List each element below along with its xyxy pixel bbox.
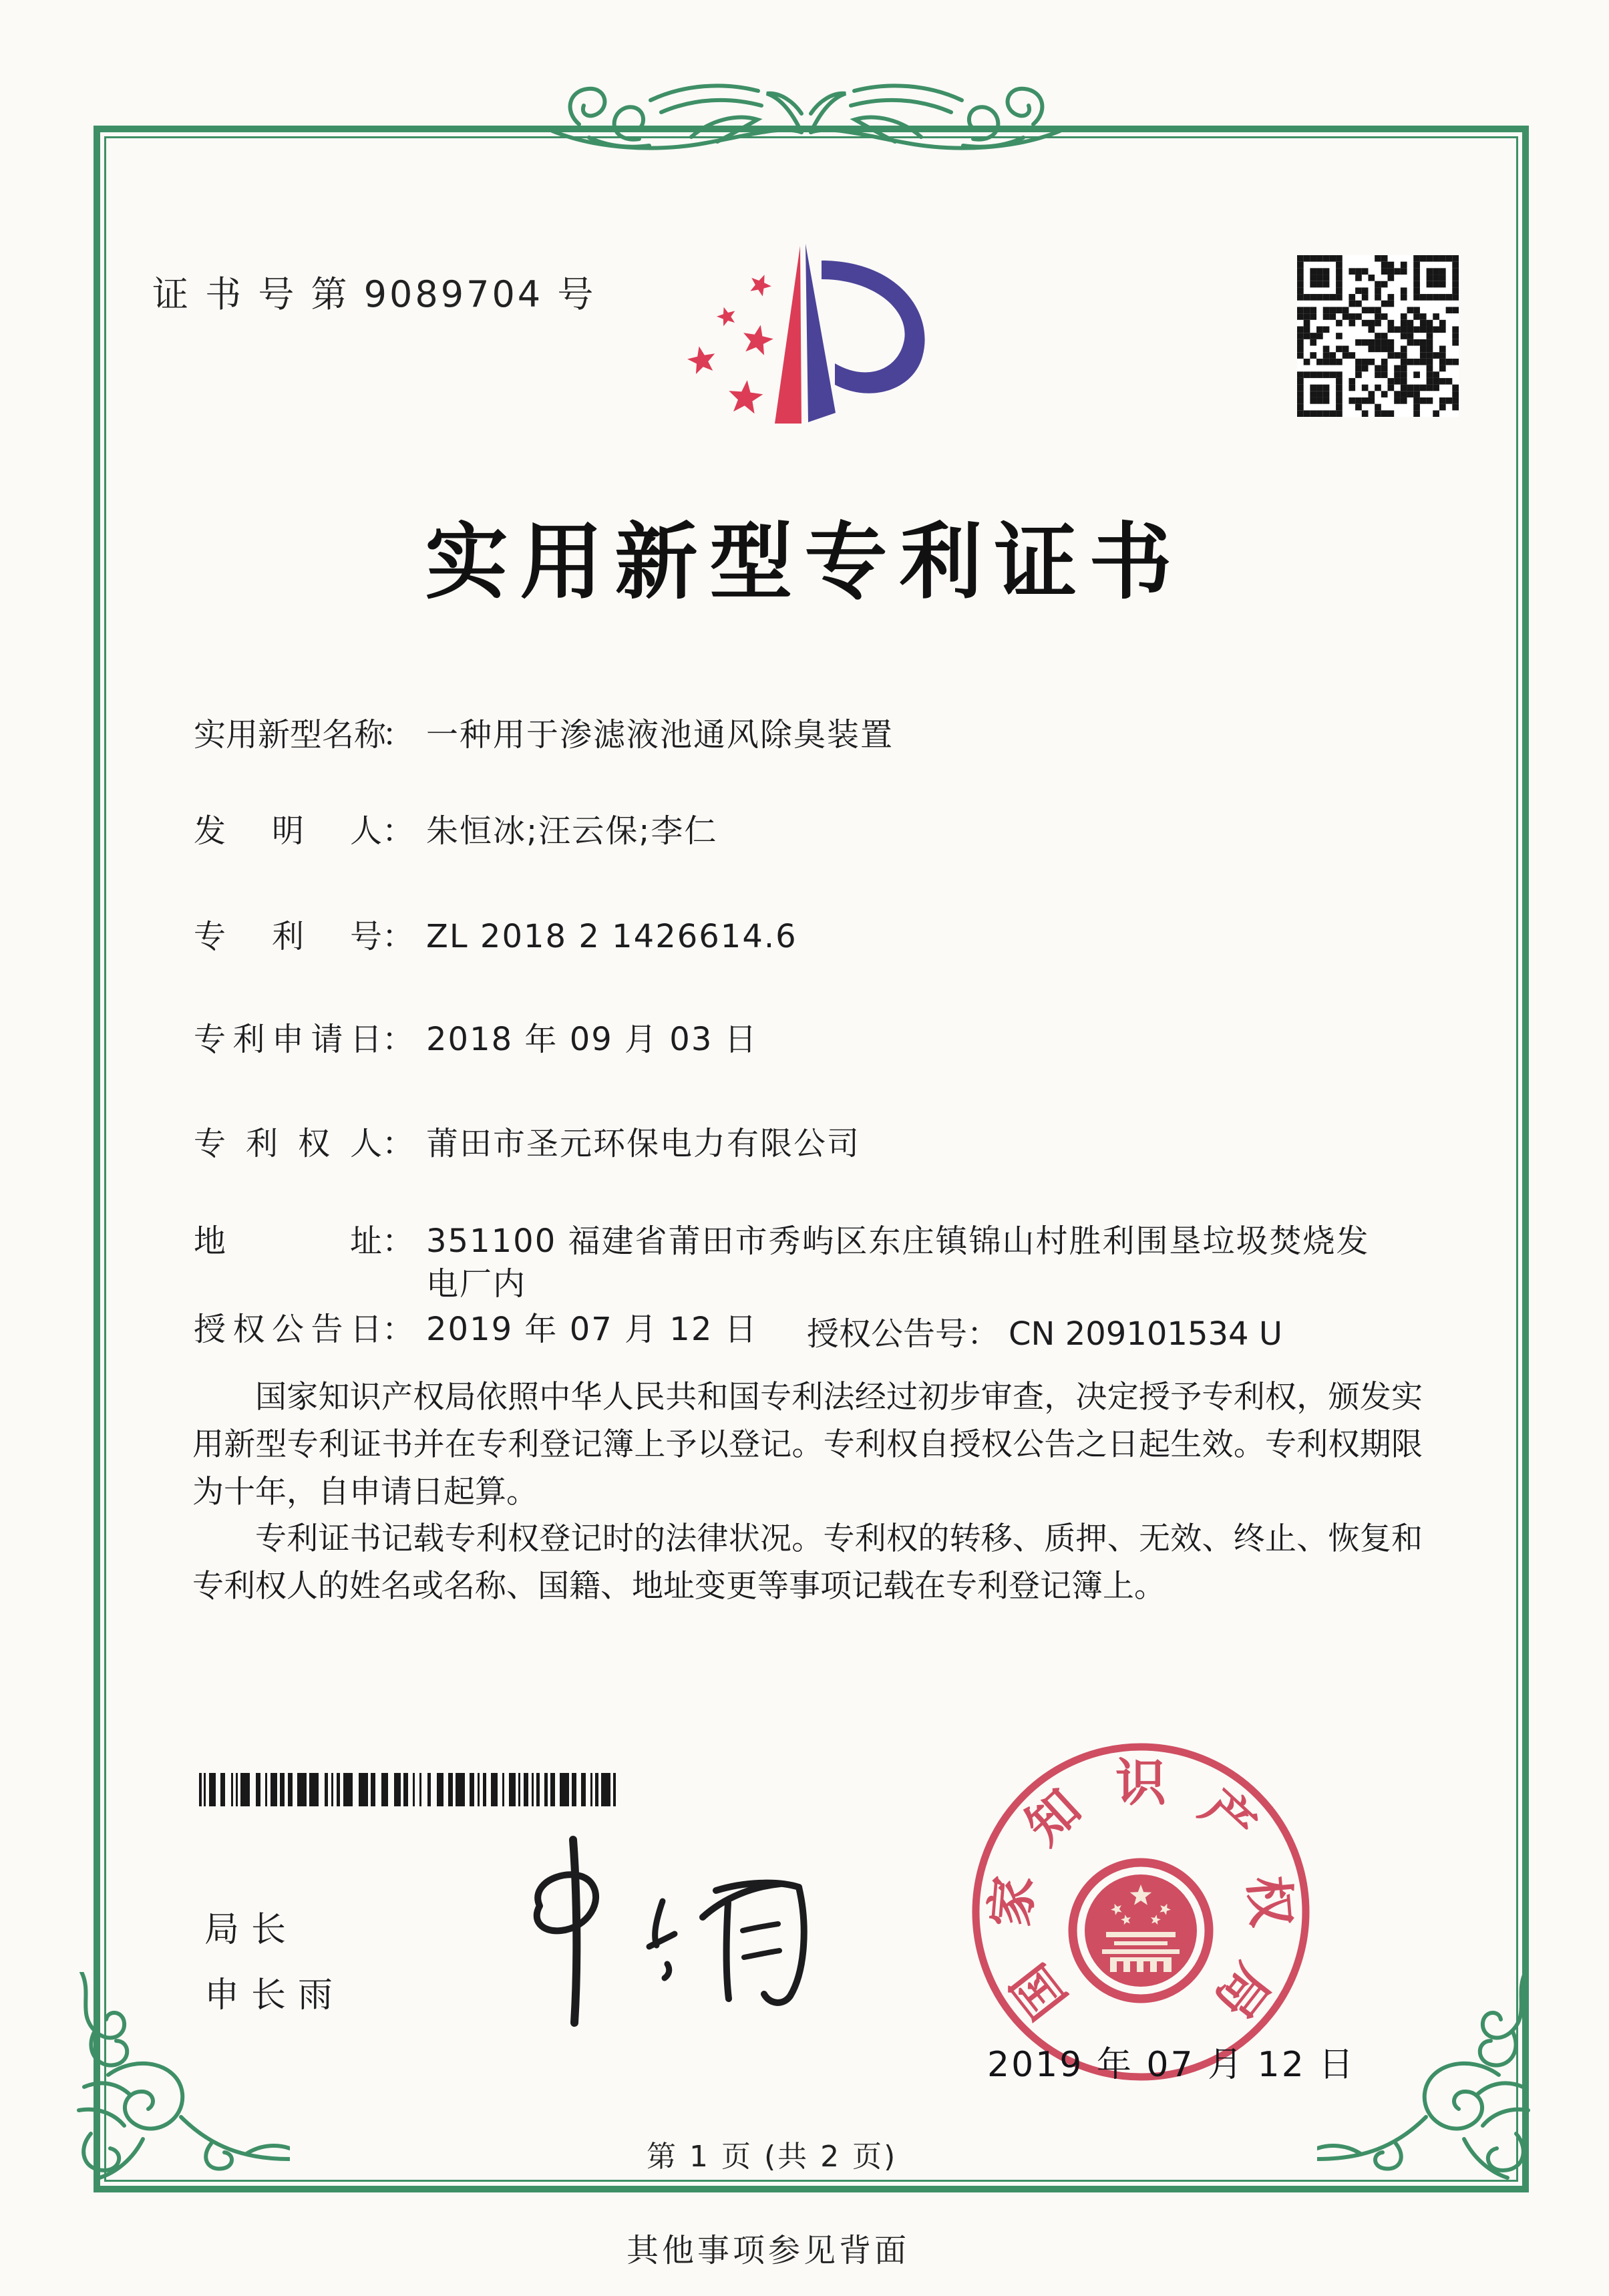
field-row-patent-number xyxy=(194,915,1429,958)
field-row-filing-date xyxy=(194,1018,1429,1061)
cnipa-round-seal xyxy=(966,1737,1316,2087)
logo-red-spire xyxy=(775,246,801,424)
field-label: 专利号 xyxy=(194,918,382,955)
field-label: 专利申请日 xyxy=(194,1021,382,1058)
bottom-right-flourish-ornament xyxy=(1317,1972,1564,2219)
field-value: CN 209101534 U xyxy=(1009,1315,1282,1353)
svg-text:局: 局 xyxy=(1203,1953,1282,2030)
national-emblem-icon xyxy=(1073,1862,1209,1999)
field-value: 2019 年 07 月 12 日 xyxy=(426,1311,758,1348)
cnipa-logo-icon xyxy=(633,222,967,456)
field-label: 实用新型名称 xyxy=(194,716,387,754)
qr-code-icon xyxy=(1297,255,1459,417)
field-colon: ： xyxy=(967,1315,1000,1353)
field-colon: ： xyxy=(382,1311,415,1348)
svg-text:知: 知 xyxy=(1014,1778,1092,1856)
field-colon: ： xyxy=(382,1021,415,1058)
field-row-utility-model-name xyxy=(194,713,1429,756)
svg-text:家: 家 xyxy=(980,1873,1044,1929)
legal-paragraph-grant: 国家知识产权局依照中华人民共和国专利法经过初步审查，决定授予专利权，颁发实用新型专利证书并在专利登记簿上予以登记。专利权自授权公告之日起生效。专利权期限为十年，自申请日起算。 xyxy=(192,1379,1423,1510)
page-number: 第 1 页 (共 2 页) xyxy=(647,2140,898,2174)
field-label: 地址 xyxy=(194,1222,382,1260)
field-label: 授权公告日 xyxy=(194,1311,382,1348)
seal-date: 2019 年 07 月 12 日 xyxy=(987,2045,1356,2085)
logo-p-bowl xyxy=(822,261,925,393)
field-colon: ： xyxy=(382,716,415,754)
field-row-inventors xyxy=(194,810,1429,852)
field-row-patentee xyxy=(194,1122,1429,1165)
back-note: 其他事项参见背面 xyxy=(627,2232,910,2269)
field-value: 2018 年 09 月 03 日 xyxy=(426,1021,758,1058)
barcode-icon xyxy=(199,1773,618,1806)
field-colon: ： xyxy=(382,1125,415,1162)
field-value: 莆田市圣元环保电力有限公司 xyxy=(426,1125,861,1162)
top-center-flourish-ornament xyxy=(549,52,1063,172)
field-label: 授权公告号 xyxy=(807,1315,968,1353)
director-signature-handwritten xyxy=(461,1822,835,2043)
svg-text:产: 产 xyxy=(1190,1778,1268,1856)
field-colon: ： xyxy=(382,918,415,955)
director-name-printed: 申长雨 xyxy=(204,1975,345,2015)
field-label: 专利权人 xyxy=(194,1125,382,1162)
field-label: 发明人 xyxy=(194,812,382,850)
certificate-title: 实用新型专利证书 xyxy=(425,514,1184,611)
svg-text:识: 识 xyxy=(1115,1752,1166,1812)
director-title-label: 局长 xyxy=(204,1910,299,1950)
field-value: 351100 福建省莆田市秀屿区东庄镇锦山村胜利围垦垃圾焚烧发电厂内 xyxy=(426,1222,1370,1303)
field-value: 一种用于渗滤液池通风除臭装置 xyxy=(426,716,894,754)
svg-text:权: 权 xyxy=(1238,1873,1302,1929)
field-value: ZL 2018 2 1426614.6 xyxy=(426,918,797,955)
svg-text:国: 国 xyxy=(1000,1953,1079,2030)
field-colon: ： xyxy=(382,1222,415,1260)
field-colon: ： xyxy=(382,812,415,850)
certificate-number: 证 书 号 第 9089704 号 xyxy=(152,273,596,315)
legal-paragraph-register: 专利证书记载专利权登记时的法律状况。专利权的转移、质押、无效、终止、恢复和专利权人的姓名或名称、国籍、地址变更等事项记载在专利登记簿上。 xyxy=(192,1520,1423,1605)
field-value: 朱恒冰;汪云保;李仁 xyxy=(426,812,718,850)
field-grant-publication-number xyxy=(807,1308,1282,1354)
field-row-address xyxy=(194,1220,1429,1305)
